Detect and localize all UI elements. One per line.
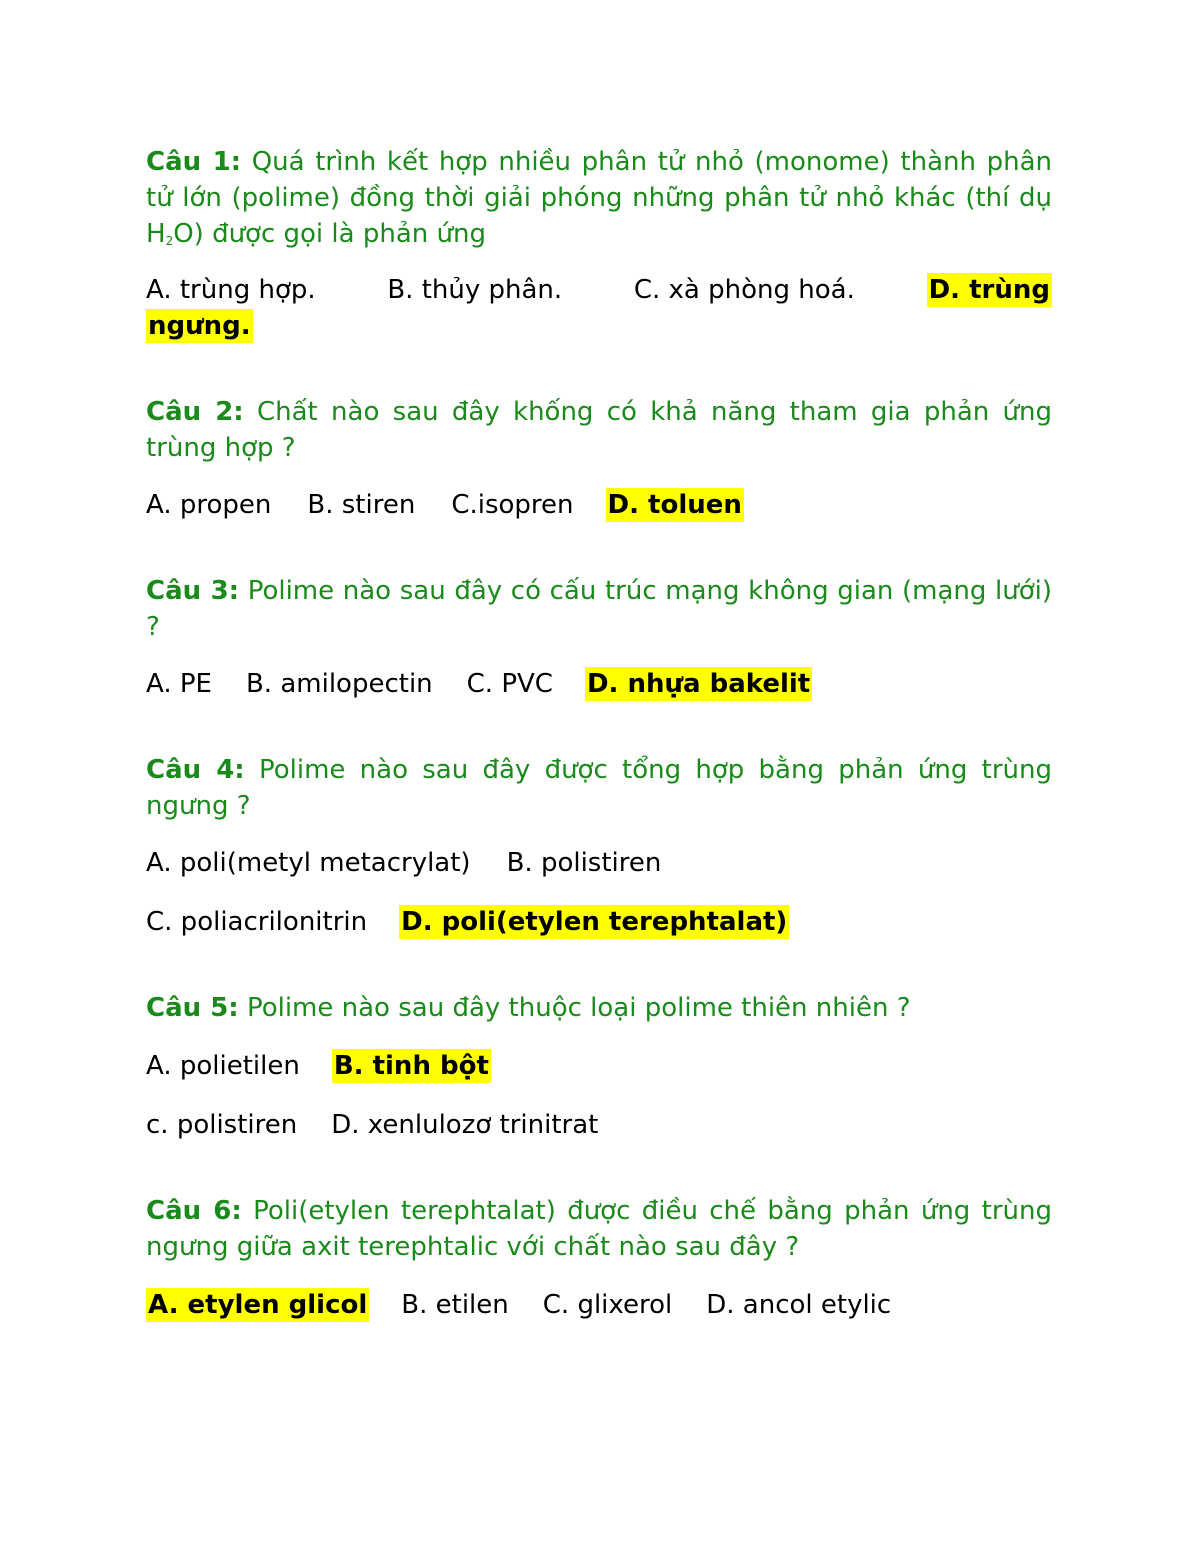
question-label: Câu 6: [146, 1196, 242, 1226]
option-a: A. PE [146, 669, 212, 699]
option-b: B. etilen [401, 1290, 509, 1320]
question-text: Câu 5: Polime nào sau đây thuộc loại polime thiên nhiên ? [146, 993, 911, 1023]
question-2-options [146, 488, 744, 522]
question-2 [146, 394, 1052, 466]
option-a: A. propen [146, 490, 272, 520]
question-text: Câu 2: Chất nào sau đây khống có khả năng tham gia phản ứng trùng hợp ? [146, 397, 1052, 463]
question-text: Câu 1: Quá trình kết hợp nhiều phân tử nhỏ (monome) thành phân tử lớn (polime) đồng thời giải phóng những phân tử nhỏ khác (thí dụ $H_2O$) được gọi là phản ứng [146, 147, 1052, 249]
option-d-correct: D. poli(etylen terephtalat) [401, 907, 788, 937]
option-a: A. polietilen [146, 1051, 300, 1081]
question-1 [146, 144, 1052, 259]
question-1-options-cont [146, 309, 253, 343]
question-5 [146, 990, 1052, 1026]
option-b-correct: B. tinh bột [333, 1051, 489, 1081]
question-4 [146, 752, 1052, 824]
option-d-correct-cont: ngưng. [148, 311, 251, 341]
question-label: Câu 2: [146, 397, 244, 427]
question-1-options [146, 273, 1052, 307]
option-a: A. trùng hợp. [146, 275, 316, 305]
option-c: C. xà phòng hoá. [633, 275, 855, 305]
option-d: D. ancol etylic [706, 1290, 892, 1320]
option-b: B. polistiren [506, 848, 662, 878]
question-6 [146, 1193, 1052, 1265]
question-label: Câu 4: [146, 755, 245, 785]
option-d-correct: D. toluen [607, 490, 742, 520]
option-d-correct: D. trùng [928, 275, 1050, 305]
question-label: Câu 1: [146, 147, 242, 177]
question-3-options [146, 667, 812, 701]
question-4-options-row2 [146, 905, 789, 939]
option-a: A. poli(metyl metacrylat) [146, 848, 471, 878]
option-c: C. PVC [466, 669, 553, 699]
question-6-options [146, 1288, 891, 1322]
option-d-correct: D. nhựa bakelit [586, 669, 811, 699]
option-d: D. xenlulozơ trinitrat [331, 1110, 599, 1140]
question-3 [146, 573, 1052, 645]
option-c: C. poliacrilonitrin [146, 907, 368, 937]
question-5-options-row1 [146, 1049, 491, 1083]
option-b: B. stiren [307, 490, 416, 520]
option-c: C. glixerol [542, 1290, 673, 1320]
option-a-correct: A. etylen glicol [148, 1290, 368, 1320]
question-text: Câu 3: Polime nào sau đây có cấu trúc mạng không gian (mạng lưới) ? [146, 576, 1052, 642]
question-text: Câu 4: Polime nào sau đây được tổng hợp bằng phản ứng trùng ngưng ? [146, 755, 1052, 821]
question-5-options-row2 [146, 1108, 598, 1142]
option-c: c. polistiren [146, 1110, 298, 1140]
question-label: Câu 3: [146, 576, 240, 606]
question-label: Câu 5: [146, 993, 239, 1023]
question-text: Câu 6: Poli(etylen terephtalat) được điều chế bằng phản ứng trùng ngưng giữa axit terephtalic với chất nào sau đây ? [146, 1196, 1052, 1262]
question-4-options-row1 [146, 846, 661, 880]
option-b: B. amilopectin [245, 669, 433, 699]
option-b: B. thủy phân. [387, 275, 563, 305]
option-c: C.isopren [451, 490, 574, 520]
